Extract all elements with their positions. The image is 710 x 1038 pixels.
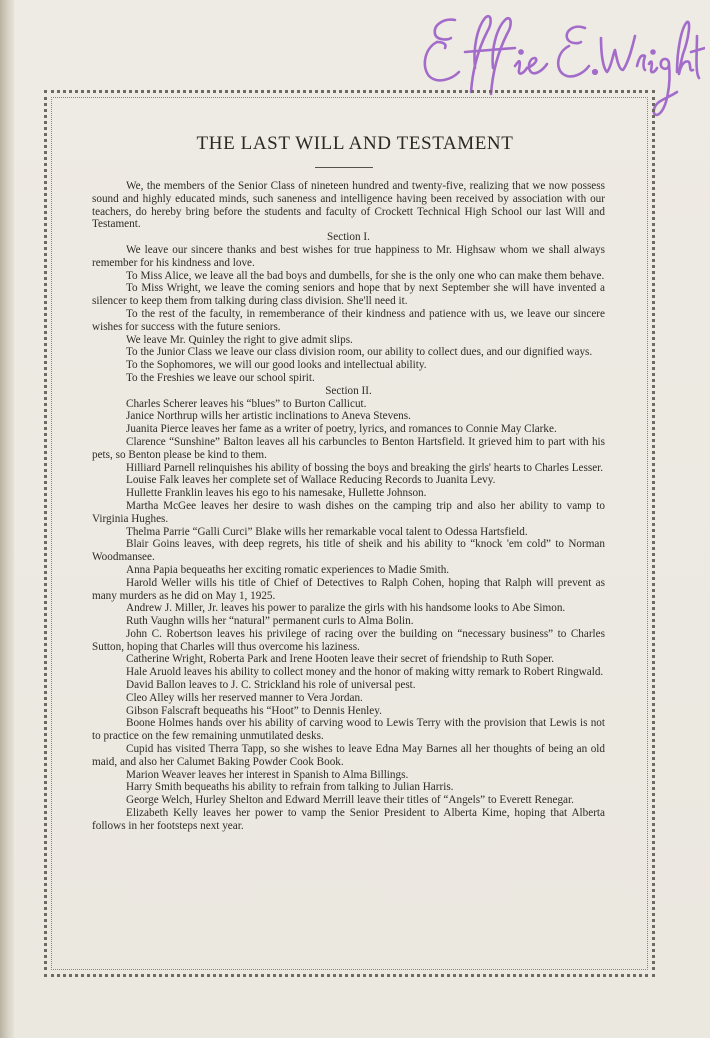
bequest-paragraph: Anna Papia bequeaths her exciting romatic experiences to Madie Smith.: [126, 563, 450, 576]
bequest-paragraph: Cleo Alley wills her reserved manner to Vera Jordan.: [126, 691, 363, 704]
bequest-paragraph: Martha McGee leaves her desire to wash dishes on the camping trip and also her ability to vamp to Virginia Hughes.: [92, 499, 605, 525]
bequest-paragraph: We leave Mr. Quinley the right to give admit slips.: [126, 333, 353, 346]
bequest-paragraph: To the rest of the faculty, in rememberance of their kindness and patience with us, we leave our sincere wishes for success with the future seniors.: [92, 307, 605, 333]
bequest-paragraph: Harry Smith bequeaths his ability to refrain from talking to Julian Harris.: [126, 781, 454, 794]
bequest-paragraph: Hilliard Parnell relinquishes his ability of bossing the boys and breaking the girls' hearts to Charles Lesser.: [126, 461, 604, 474]
bequest-paragraph: Charles Scherer leaves his “blues” to Burton Callicut.: [126, 397, 367, 410]
document-body: [92, 180, 605, 833]
bequest-paragraph: Cupid has visited Therra Tapp, so she wishes to leave Edna May Barnes all her thoughts of being an old maid, and also her Calumet Baking Powder Cook Book.: [92, 743, 605, 768]
bequest-paragraph: Clarence “Sunshine” Balton leaves all his carbuncles to Benton Hartsfield. It grieved him to part with his pets, so Benton please be kind to them.: [92, 435, 605, 461]
intro-paragraph: We, the members of the Senior Class of nineteen hundred and twenty-five, realizing that we now possess sound and highly educated minds, such saneness and intelligence having been received by association with our teachers, do hereby bring before the students and faculty of Crockett Technical High School our last Will and Testament.: [92, 180, 605, 231]
bequest-paragraph: Ruth Vaughn wills her “natural” permanent curls to Alma Bolin.: [126, 615, 414, 628]
bequest-paragraph: Blair Goins leaves, with deep regrets, his title of sheik and his ability to “knock 'em cold” to Norman Woodmansee.: [92, 538, 605, 564]
bequest-paragraph: Boone Holmes hands over his ability of carving wood to Lewis Terry with the provision that Lewis is not to practice on the few remaining unmutilated desks.: [92, 717, 605, 743]
bequest-paragraph: George Welch, Hurley Shelton and Edward Merrill leave their titles of “Angels” to Everett Renegar.: [126, 794, 574, 807]
bequest-paragraph: We leave our sincere thanks and best wishes for true happiness to Mr. Highsaw whom we shall always remember for his kindness and love.: [92, 243, 605, 269]
book-binding: [0, 0, 14, 1038]
bequest-paragraph: Catherine Wright, Roberta Park and Irene Hooten leave their secret of friendship to Ruth Soper.: [126, 653, 555, 666]
bequest-paragraph: David Ballon leaves to J. C. Strickland his role of universal pest.: [126, 679, 416, 692]
bequest-paragraph: To the Junior Class we leave our class division room, our ability to collect dues, and our dignified ways.: [126, 346, 593, 359]
title-divider: [315, 167, 373, 168]
bequest-paragraph: To Miss Wright, we leave the coming seniors and hope that by next September she will have invented a silencer to keep them from talking during class division. She'll need it.: [92, 282, 605, 308]
bequest-paragraph: Harold Weller wills his title of Chief of Detectives to Ralph Cohen, hoping that Ralph will prevent as many murders as he did on May 1, 1925.: [92, 576, 605, 602]
page-title: THE LAST WILL AND TESTAMENT: [196, 133, 514, 154]
bequest-paragraph: Andrew J. Miller, Jr. leaves his power to paralize the girls with his handsome looks to Abe Simon.: [126, 602, 566, 615]
bequest-paragraph: Gibson Falscraft bequeaths his “Hoot” to Dennis Henley.: [126, 704, 382, 717]
bequest-paragraph: John C. Robertson leaves his privilege of racing over the building on “necessary business” to Charles Sutton, hoping that Charles will thus overcome his laziness.: [92, 627, 605, 653]
bequest-paragraph: Juanita Pierce leaves her fame as a writer of poetry, lyrics, and romances to Connie May Clarke.: [126, 423, 557, 436]
bequest-paragraph: Elizabeth Kelly leaves her power to vamp the Senior President to Alberta Kime, hoping that Alberta follows in her footsteps next year.: [92, 807, 605, 832]
bequest-paragraph: Hale Aruold leaves his ability to collect money and the honor of making witty remark to Robert Ringwald.: [126, 666, 604, 679]
bequest-paragraph: Hullette Franklin leaves his ego to his namesake, Hullette Johnson.: [126, 487, 427, 500]
bequest-paragraph: Janice Northrup wills her artistic inclinations to Aneva Stevens.: [126, 410, 411, 423]
bequest-paragraph: Marion Weaver leaves her interest in Spanish to Alma Billings.: [126, 768, 409, 781]
bequest-paragraph: Thelma Parrie “Galli Curci” Blake wills her remarkable vocal talent to Odessa Hartsfield.: [126, 525, 528, 538]
section-heading: Section II.: [325, 384, 372, 397]
bequest-paragraph: To the Freshies we leave our school spirit.: [126, 371, 315, 384]
bequest-paragraph: To Miss Alice, we leave all the bad boys and dumbells, for she is the only one who can make them behave.: [126, 269, 605, 282]
bequest-paragraph: Louise Falk leaves her complete set of Wallace Reducing Records to Juanita Levy.: [126, 474, 496, 487]
section-heading: Section I.: [327, 231, 370, 244]
bequest-paragraph: To the Sophomores, we will our good looks and intellectual ability.: [126, 359, 427, 372]
